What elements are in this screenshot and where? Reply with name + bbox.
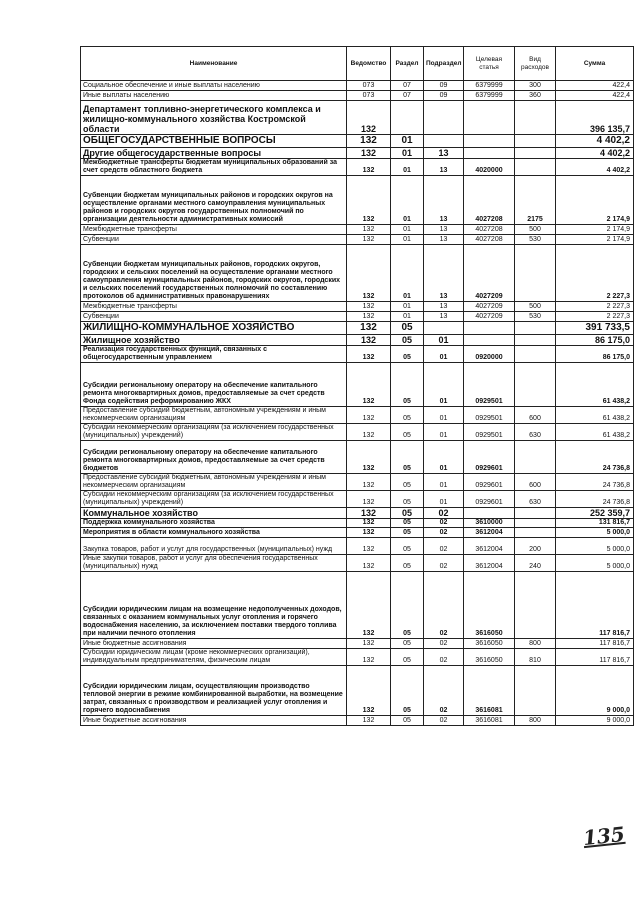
- table-row: [81, 639, 634, 649]
- cell-dept: 132: [347, 491, 391, 508]
- table-row: [81, 335, 634, 346]
- cell-subsection: 02: [424, 508, 464, 519]
- cell-subsection: [424, 135, 464, 148]
- cell-target: 3616081: [464, 666, 515, 716]
- cell-sum: 61 438,2: [556, 363, 634, 407]
- cell-dept: 132: [347, 176, 391, 225]
- cell-dept: 132: [347, 528, 391, 538]
- cell-section: 01: [391, 148, 424, 159]
- cell-sum: 9 000,0: [556, 716, 634, 726]
- cell-subsection: 01: [424, 335, 464, 346]
- cell-target: 0920000: [464, 346, 515, 363]
- cell-name: ЖИЛИЩНО-КОММУНАЛЬНОЕ ХОЗЯЙСТВО: [81, 322, 347, 335]
- table-row: [81, 572, 634, 639]
- cell-dept: 132: [347, 555, 391, 572]
- table-row: [81, 312, 634, 322]
- cell-target: 4027209: [464, 312, 515, 322]
- cell-exptype: 530: [515, 312, 556, 322]
- cell-target: 4027208: [464, 225, 515, 235]
- cell-section: 05: [391, 322, 424, 335]
- cell-target: 4027209: [464, 302, 515, 312]
- cell-target: [464, 508, 515, 519]
- cell-name: Субсидии юридическим лицам (кроме некоммерческих организаций), индивидуальным предпринимателям, физическим лицам: [81, 649, 347, 666]
- table-row: [81, 148, 634, 159]
- table-row: [81, 81, 634, 91]
- cell-exptype: 200: [515, 538, 556, 555]
- cell-target: 4020000: [464, 159, 515, 176]
- cell-dept: 132: [347, 322, 391, 335]
- header-exptype: Вид расходов: [515, 47, 556, 81]
- cell-sum: 2 174,9: [556, 176, 634, 225]
- cell-sum: 61 438,2: [556, 424, 634, 441]
- cell-exptype: 630: [515, 491, 556, 508]
- cell-dept: 132: [347, 101, 391, 135]
- cell-dept: 132: [347, 508, 391, 519]
- cell-subsection: 02: [424, 639, 464, 649]
- header-dept: Ведомство: [347, 47, 391, 81]
- table-row: [81, 322, 634, 335]
- cell-dept: 132: [347, 666, 391, 716]
- cell-subsection: 02: [424, 649, 464, 666]
- cell-sum: 117 816,7: [556, 639, 634, 649]
- cell-subsection: 13: [424, 302, 464, 312]
- cell-subsection: 02: [424, 572, 464, 639]
- cell-exptype: 810: [515, 649, 556, 666]
- cell-section: 05: [391, 572, 424, 639]
- cell-target: 0929601: [464, 491, 515, 508]
- cell-sum: 5 000,0: [556, 555, 634, 572]
- cell-name: Иные выплаты населению: [81, 91, 347, 101]
- cell-subsection: 01: [424, 346, 464, 363]
- cell-dept: 132: [347, 245, 391, 302]
- table-row: [81, 555, 634, 572]
- cell-section: 05: [391, 491, 424, 508]
- cell-exptype: 300: [515, 81, 556, 91]
- cell-name: Субвенции бюджетам муниципальных районов и городских округов на осуществление органами местного самоуправления муниципальных районов и городских округов государственных полномочий по организации деятельности административных комиссий: [81, 176, 347, 225]
- cell-target: 4027208: [464, 176, 515, 225]
- cell-exptype: [515, 159, 556, 176]
- table-row: [81, 363, 634, 407]
- cell-subsection: 01: [424, 424, 464, 441]
- table-row: [81, 245, 634, 302]
- budget-table: [80, 46, 634, 726]
- cell-exptype: 630: [515, 424, 556, 441]
- table-header-row: [81, 47, 634, 81]
- cell-section: 05: [391, 666, 424, 716]
- table-row: [81, 135, 634, 148]
- cell-sum: 5 000,0: [556, 538, 634, 555]
- cell-name: Закупка товаров, работ и услуг для государственных (муниципальных) нужд: [81, 538, 347, 555]
- cell-section: 05: [391, 346, 424, 363]
- cell-sum: 2 227,3: [556, 312, 634, 322]
- cell-exptype: [515, 519, 556, 528]
- cell-dept: 132: [347, 474, 391, 491]
- cell-exptype: 800: [515, 716, 556, 726]
- cell-sum: 24 736,8: [556, 491, 634, 508]
- cell-subsection: 13: [424, 176, 464, 225]
- cell-exptype: 500: [515, 225, 556, 235]
- table-row: [81, 302, 634, 312]
- cell-section: 07: [391, 81, 424, 91]
- cell-dept: 132: [347, 159, 391, 176]
- cell-subsection: 02: [424, 519, 464, 528]
- cell-exptype: [515, 508, 556, 519]
- cell-exptype: [515, 322, 556, 335]
- cell-sum: 422,4: [556, 81, 634, 91]
- cell-sum: 4 402,2: [556, 159, 634, 176]
- cell-target: 4027209: [464, 245, 515, 302]
- header-section: Раздел: [391, 47, 424, 81]
- table-row: [81, 649, 634, 666]
- cell-dept: 132: [347, 225, 391, 235]
- table-row: [81, 666, 634, 716]
- cell-subsection: 09: [424, 91, 464, 101]
- cell-name: Субвенции: [81, 235, 347, 245]
- cell-exptype: [515, 346, 556, 363]
- table-row: [81, 491, 634, 508]
- cell-dept: 132: [347, 716, 391, 726]
- table-row: [81, 474, 634, 491]
- cell-section: 05: [391, 335, 424, 346]
- cell-sum: 2 174,9: [556, 225, 634, 235]
- cell-section: 05: [391, 528, 424, 538]
- cell-dept: 132: [347, 335, 391, 346]
- cell-exptype: 240: [515, 555, 556, 572]
- cell-section: 05: [391, 538, 424, 555]
- table-row: [81, 508, 634, 519]
- cell-section: 07: [391, 91, 424, 101]
- cell-section: 01: [391, 312, 424, 322]
- cell-exptype: [515, 441, 556, 474]
- cell-target: 3616050: [464, 639, 515, 649]
- cell-dept: 132: [347, 148, 391, 159]
- cell-exptype: [515, 528, 556, 538]
- cell-target: [464, 135, 515, 148]
- cell-sum: 5 000,0: [556, 528, 634, 538]
- cell-exptype: 530: [515, 235, 556, 245]
- cell-dept: 073: [347, 91, 391, 101]
- cell-target: 3610000: [464, 519, 515, 528]
- cell-target: 3612004: [464, 528, 515, 538]
- cell-dept: 132: [347, 649, 391, 666]
- cell-dept: 132: [347, 572, 391, 639]
- cell-target: 3612004: [464, 555, 515, 572]
- table-row: [81, 441, 634, 474]
- table-row: [81, 538, 634, 555]
- cell-section: 01: [391, 159, 424, 176]
- header-target: Целевая статья: [464, 47, 515, 81]
- table-row: [81, 528, 634, 538]
- cell-exptype: 360: [515, 91, 556, 101]
- cell-subsection: 01: [424, 474, 464, 491]
- cell-dept: 132: [347, 302, 391, 312]
- cell-name: Другие общегосударственные вопросы: [81, 148, 347, 159]
- cell-subsection: 13: [424, 225, 464, 235]
- page-number: 135: [581, 821, 626, 851]
- cell-section: 01: [391, 235, 424, 245]
- cell-section: 01: [391, 225, 424, 235]
- cell-target: 0929501: [464, 363, 515, 407]
- cell-sum: 2 227,3: [556, 245, 634, 302]
- cell-sum: 24 736,8: [556, 441, 634, 474]
- cell-subsection: 02: [424, 555, 464, 572]
- table-row: [81, 225, 634, 235]
- cell-subsection: 09: [424, 81, 464, 91]
- cell-name: Иные закупки товаров, работ и услуг для обеспечения государственных (муниципальных) нужд: [81, 555, 347, 572]
- cell-subsection: 13: [424, 159, 464, 176]
- cell-name: Субсидии юридическим лицам, осуществляющим производство тепловой энергии в режиме комбинированной выработки, на возмещение затрат, связанных с производством и реализацией услуг отопления и горячего водоснабжения: [81, 666, 347, 716]
- cell-section: 05: [391, 649, 424, 666]
- cell-section: 05: [391, 363, 424, 407]
- cell-subsection: 02: [424, 538, 464, 555]
- cell-target: 0929501: [464, 407, 515, 424]
- cell-sum: 391 733,5: [556, 322, 634, 335]
- cell-dept: 132: [347, 312, 391, 322]
- cell-name: Межбюджетные трансферты: [81, 225, 347, 235]
- cell-sum: 117 816,7: [556, 649, 634, 666]
- cell-sum: 24 736,8: [556, 474, 634, 491]
- cell-name: Предоставление субсидий бюджетным, автономным учреждениям и иным некоммерческим организациям: [81, 407, 347, 424]
- cell-subsection: 13: [424, 235, 464, 245]
- table-row: [81, 176, 634, 225]
- cell-dept: 132: [347, 135, 391, 148]
- cell-dept: 132: [347, 639, 391, 649]
- cell-subsection: [424, 322, 464, 335]
- cell-dept: 132: [347, 424, 391, 441]
- table-row: [81, 407, 634, 424]
- cell-name: Субсидии региональному оператору на обеспечение капитального ремонта многоквартирных домов, предоставляемые за счет средств бюджетов: [81, 441, 347, 474]
- cell-name: Социальное обеспечение и иные выплаты населению: [81, 81, 347, 91]
- cell-target: 0929501: [464, 424, 515, 441]
- cell-dept: 132: [347, 235, 391, 245]
- cell-target: [464, 101, 515, 135]
- cell-section: 05: [391, 508, 424, 519]
- cell-sum: 396 135,7: [556, 101, 634, 135]
- table-row: [81, 346, 634, 363]
- cell-section: 05: [391, 424, 424, 441]
- cell-dept: 132: [347, 346, 391, 363]
- cell-sum: 2 227,3: [556, 302, 634, 312]
- cell-name: Субвенции бюджетам муниципальных районов, городских округов, городских и сельских поселений на осуществление органами местного самоуправления муниципальных районов, городских округов, городских и сельских поселений государственных полномочий по составлению протоколов об административных правонарушениях: [81, 245, 347, 302]
- cell-exptype: [515, 363, 556, 407]
- cell-subsection: 01: [424, 441, 464, 474]
- cell-target: [464, 148, 515, 159]
- header-subsection: Подраздел: [424, 47, 464, 81]
- cell-exptype: [515, 101, 556, 135]
- cell-sum: 131 816,7: [556, 519, 634, 528]
- cell-section: 05: [391, 555, 424, 572]
- cell-section: 05: [391, 407, 424, 424]
- cell-sum: 4 402,2: [556, 148, 634, 159]
- cell-name: Департамент топливно-энергетического комплекса и жилищно-коммунального хозяйства Костромской области: [81, 101, 347, 135]
- table-row: [81, 716, 634, 726]
- header-sum: Сумма: [556, 47, 634, 81]
- cell-name: Субсидии региональному оператору на обеспечение капитального ремонта многоквартирных домов, предоставляемые за счет средств Фонда содействия реформированию ЖКХ: [81, 363, 347, 407]
- table-row: [81, 159, 634, 176]
- cell-target: 3616050: [464, 572, 515, 639]
- cell-sum: 2 174,9: [556, 235, 634, 245]
- cell-name: Иные бюджетные ассигнования: [81, 639, 347, 649]
- cell-name: Мероприятия в области коммунального хозяйства: [81, 528, 347, 538]
- cell-name: Жилищное хозяйство: [81, 335, 347, 346]
- cell-dept: 132: [347, 538, 391, 555]
- cell-exptype: 500: [515, 302, 556, 312]
- table-row: [81, 91, 634, 101]
- cell-dept: 132: [347, 407, 391, 424]
- cell-subsection: 13: [424, 148, 464, 159]
- cell-sum: 61 438,2: [556, 407, 634, 424]
- cell-target: 6379999: [464, 81, 515, 91]
- cell-exptype: [515, 148, 556, 159]
- cell-target: 6379999: [464, 91, 515, 101]
- cell-sum: 9 000,0: [556, 666, 634, 716]
- cell-section: 01: [391, 245, 424, 302]
- cell-name: Предоставление субсидий бюджетным, автономным учреждениям и иным некоммерческим организациям: [81, 474, 347, 491]
- cell-name: Субвенции: [81, 312, 347, 322]
- cell-sum: 86 175,0: [556, 346, 634, 363]
- cell-dept: 073: [347, 81, 391, 91]
- cell-target: 3612004: [464, 538, 515, 555]
- cell-subsection: 01: [424, 363, 464, 407]
- table-row: [81, 519, 634, 528]
- cell-subsection: 02: [424, 666, 464, 716]
- cell-subsection: [424, 101, 464, 135]
- cell-target: [464, 322, 515, 335]
- cell-name: Межбюджетные трансферты: [81, 302, 347, 312]
- cell-sum: 117 816,7: [556, 572, 634, 639]
- header-name: Наименование: [81, 47, 347, 81]
- cell-name: Коммунальное хозяйство: [81, 508, 347, 519]
- cell-exptype: [515, 135, 556, 148]
- cell-name: Реализация государственных функций, связанных с общегосударственным управлением: [81, 346, 347, 363]
- cell-name: Межбюджетные трансферты бюджетам муниципальных образований за счет средств областного бюджета: [81, 159, 347, 176]
- cell-section: 05: [391, 716, 424, 726]
- table-row: [81, 235, 634, 245]
- cell-dept: 132: [347, 441, 391, 474]
- cell-target: 4027208: [464, 235, 515, 245]
- cell-exptype: [515, 335, 556, 346]
- cell-subsection: 02: [424, 528, 464, 538]
- cell-exptype: 2175: [515, 176, 556, 225]
- cell-name: Иные бюджетные ассигнования: [81, 716, 347, 726]
- cell-subsection: 13: [424, 245, 464, 302]
- cell-dept: 132: [347, 363, 391, 407]
- cell-section: 01: [391, 135, 424, 148]
- cell-name: ОБЩЕГОСУДАРСТВЕННЫЕ ВОПРОСЫ: [81, 135, 347, 148]
- cell-target: 0929601: [464, 441, 515, 474]
- cell-target: 3616050: [464, 649, 515, 666]
- cell-sum: 422,4: [556, 91, 634, 101]
- cell-name: Субсидии некоммерческим организациям (за исключением государственных (муниципальных) учреждений): [81, 491, 347, 508]
- cell-section: 05: [391, 441, 424, 474]
- table-row: [81, 101, 634, 135]
- cell-name: Субсидии юридическим лицам на возмещение недополученных доходов, связанных с оказанием коммунальных услуг отопления и горячего водоснабжения населению, за исключением поставки твердого топлива при наличии печного отопления: [81, 572, 347, 639]
- cell-section: 05: [391, 639, 424, 649]
- cell-target: [464, 335, 515, 346]
- cell-section: 05: [391, 474, 424, 491]
- cell-exptype: 600: [515, 474, 556, 491]
- cell-section: 05: [391, 519, 424, 528]
- cell-subsection: 13: [424, 312, 464, 322]
- table-row: [81, 424, 634, 441]
- cell-exptype: [515, 572, 556, 639]
- cell-dept: 132: [347, 519, 391, 528]
- cell-name: Субсидии некоммерческим организациям (за исключением государственных (муниципальных) учреждений): [81, 424, 347, 441]
- cell-sum: 86 175,0: [556, 335, 634, 346]
- cell-target: 0929601: [464, 474, 515, 491]
- cell-sum: 4 402,2: [556, 135, 634, 148]
- cell-exptype: [515, 666, 556, 716]
- cell-section: 01: [391, 302, 424, 312]
- cell-subsection: 01: [424, 407, 464, 424]
- cell-name: Поддержка коммунального хозяйства: [81, 519, 347, 528]
- cell-exptype: [515, 245, 556, 302]
- cell-subsection: 02: [424, 716, 464, 726]
- cell-exptype: 800: [515, 639, 556, 649]
- cell-section: 01: [391, 176, 424, 225]
- cell-exptype: 600: [515, 407, 556, 424]
- cell-section: [391, 101, 424, 135]
- cell-sum: 252 359,7: [556, 508, 634, 519]
- cell-subsection: 01: [424, 491, 464, 508]
- cell-target: 3616081: [464, 716, 515, 726]
